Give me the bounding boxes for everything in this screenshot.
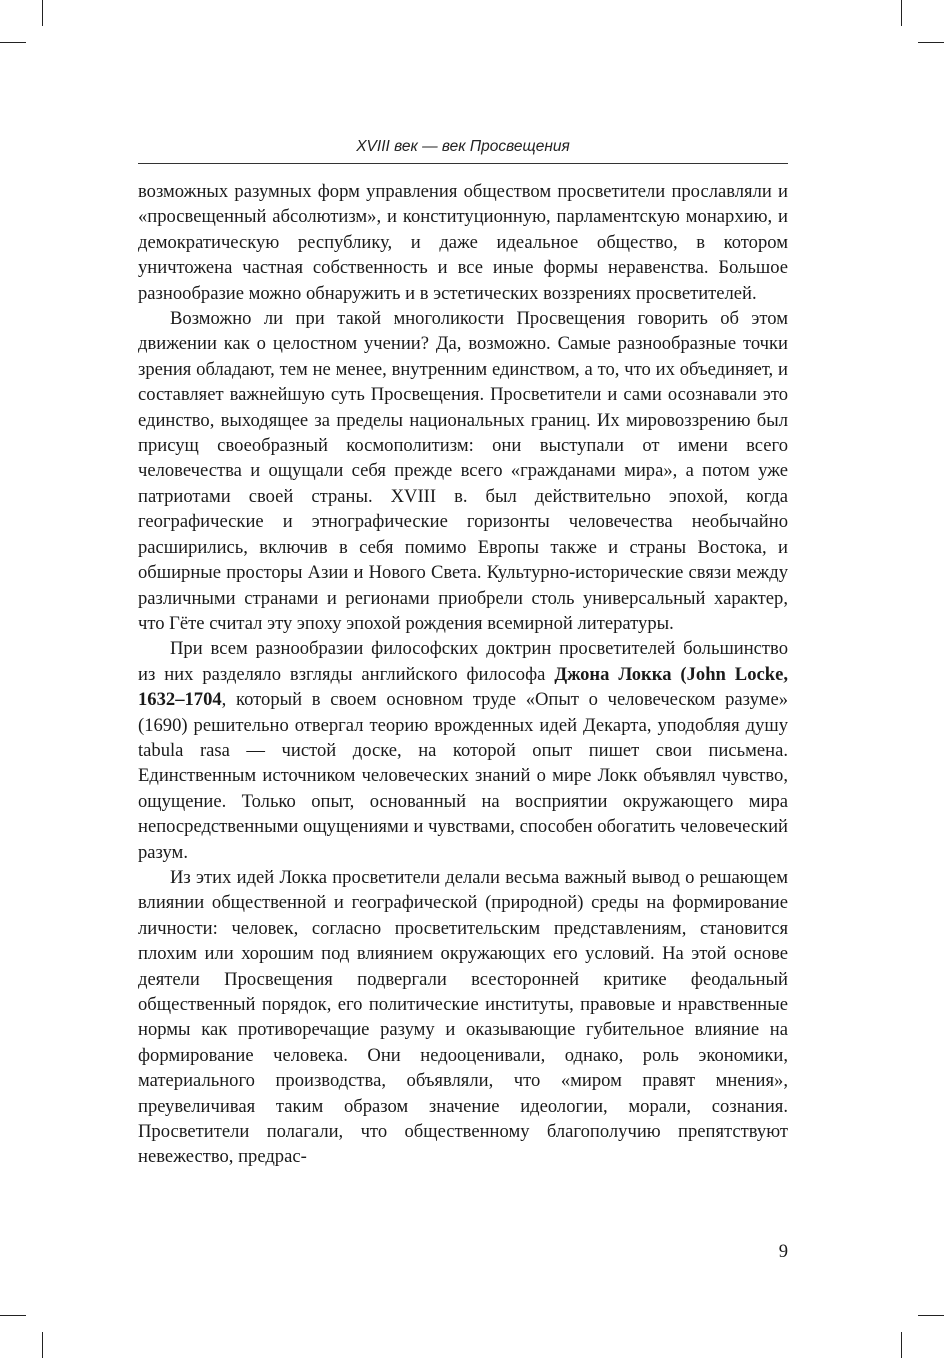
crop-mark-bottom-left-h: [0, 1315, 26, 1316]
crop-mark-bottom-right-h: [918, 1315, 944, 1316]
crop-mark-bottom-left: [42, 1332, 43, 1358]
crop-mark-top-left-h: [0, 42, 26, 43]
header-rule: [138, 163, 788, 164]
paragraph-4: Из этих идей Локка просветители делали весьма важный вывод о решающем влиянии общественной и географической (природной) среды на формирование личности: человек, согласно просветительским представлениям, становится плохим или хорошим под влиянием окружающих его условий. На этой основе деятели Просвещения подвергали всесторонней критике феодальный общественный порядок, его политические институты, правовые и нравственные нормы как противоречащие разуму и оказывающие губительное влияние на формирование человека. Они недооценивали, однако, роль экономики, материального производства, объявляли, что «миром правят мнения», преувеличивая таким образом значение идеологии, морали, сознания. Просветители полагали, что общественному благополучию препятствуют невежество, предрас-: [138, 866, 788, 1168]
crop-mark-top-right: [901, 0, 902, 26]
locke-name: Джона Локка (John Locke, 1632–1704: [138, 663, 788, 711]
crop-mark-top-left: [42, 0, 43, 26]
running-head: XVIII век — век Просвещения: [356, 138, 570, 155]
paragraph-2: Возможно ли при такой многоликости Просвещения говорить об этом движении как о целостном учении? Да, возможно. Самые разнообразные точки зрения обладают, тем не менее, внутренним единством, а то, что их объединяет, и составляет важнейшую суть Просвещения. Просветители и сами осознавали это единство, выходящее за пределы национальных границ. Их мировоззрению был присущ своеобразный космополитизм: они выступали от имени всего человечества и ощущали себя прежде всего «гражданами мира», а потом уже патриотами своей страны. XVIII в. был действительно эпохой, когда географические и этнографические горизонты человечества необычайно расширились, включив в себя помимо Европы также и страны Востока, и обширные просторы Азии и Нового Света. Культурно-исторические связи между различными странами и регионами приобрели столь универсальный характер, что Гёте считал эту эпоху эпохой рождения всемирной литературы.: [138, 308, 788, 634]
crop-mark-top-right-h: [918, 42, 944, 43]
page-number: 9: [778, 1241, 788, 1262]
crop-mark-bottom-right: [901, 1332, 902, 1358]
paragraph-1: возможных разумных форм управления обществом просветители прославляли и «просвещенный абсолютизм», и конституционную, парламентскую монархию, и демократическую республику, и даже идеальное общество, в котором уничтожена частная собственность и все иные формы неравенства. Большое разнообразие можно обнаружить и в эстетических воззрениях просветителей.: [138, 181, 788, 304]
body-text: [138, 179, 788, 1170]
paragraph-3-before: При всем разнообразии философских доктрин просветителей большинство из них разделяло взгляды английского философа: [138, 638, 788, 685]
paragraph-3-after: , который в своем основном труде «Опыт о человеческом разуме» (1690) решительно отвергал теорию врожденных идей Декарта, уподобляя душу tabula rasa — чистой доске, на которой опыт пишет свои письмена. Единственным источником человеческих знаний о мире Локк объявлял чувство, ощущение. Только опыт, основанный на восприятии окружающего мира непосредственными ощущениями и чувствами, способен обогатить человеческий разум.: [138, 689, 788, 863]
paragraph-3: [138, 636, 788, 865]
